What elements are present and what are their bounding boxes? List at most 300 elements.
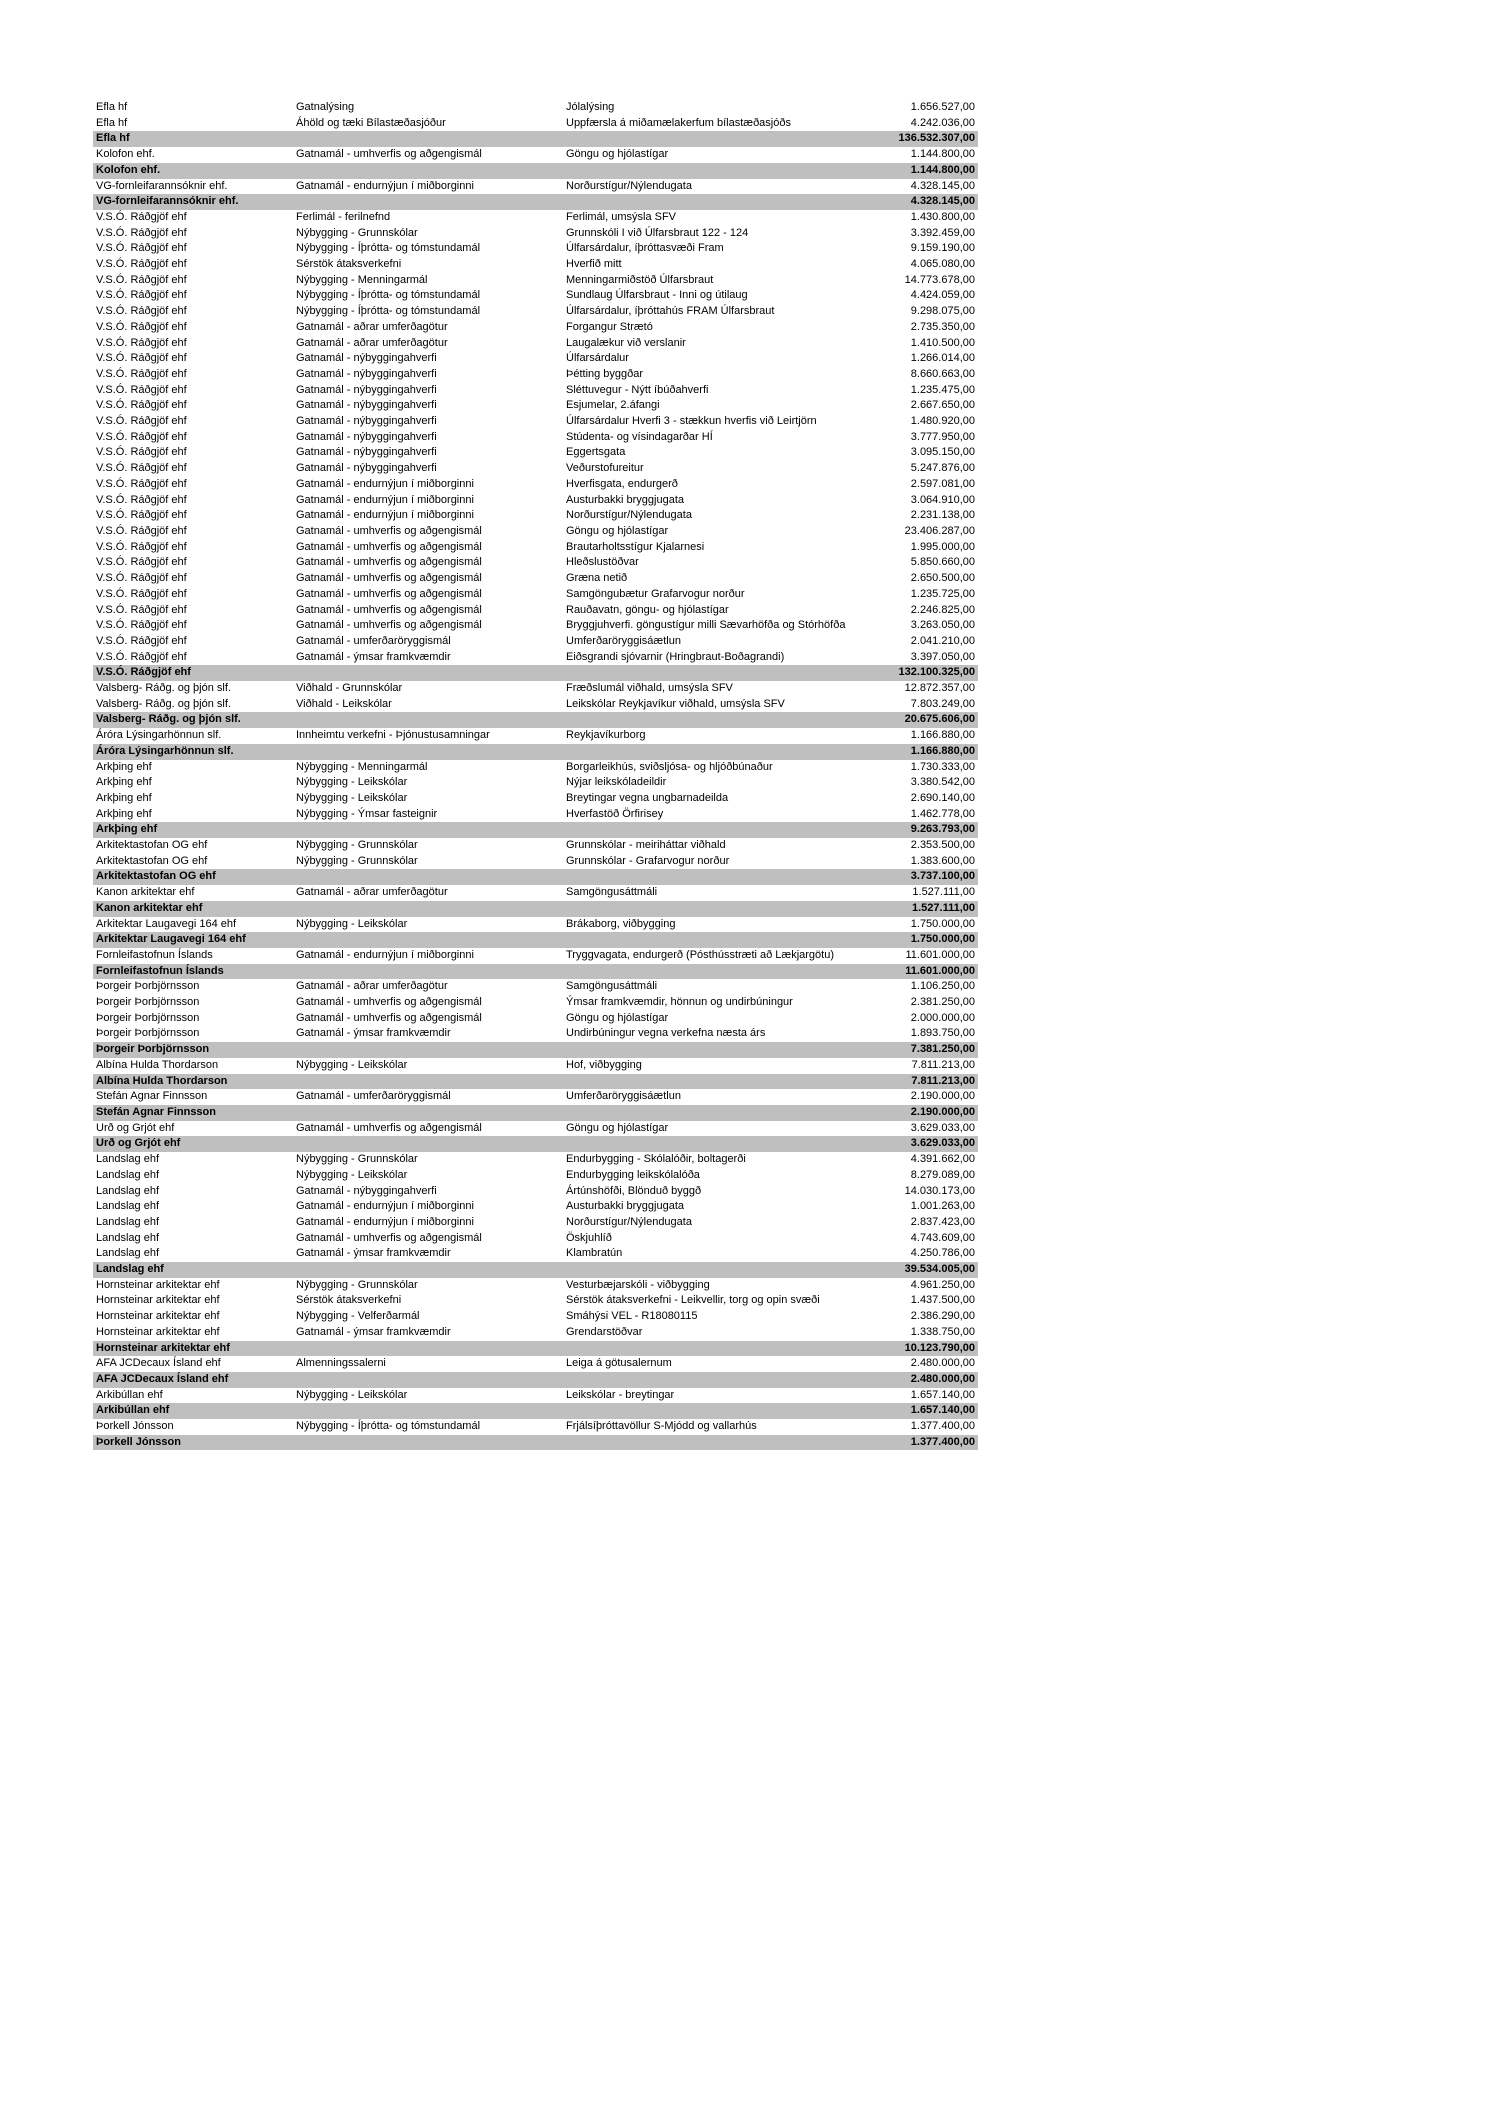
description-cell: Grunnskólar - meiriháttar viðhald bbox=[566, 839, 726, 852]
vendor-cell: V.S.Ó. Ráðgjöf ehf bbox=[96, 619, 187, 632]
table-row bbox=[93, 681, 978, 697]
table-row bbox=[93, 147, 978, 163]
amount-cell: 8.660.663,00 bbox=[910, 367, 975, 380]
table-row bbox=[93, 728, 978, 744]
description-cell: Norðurstígur/Nýlendugata bbox=[566, 509, 692, 522]
vendor-cell: V.S.Ó. Ráðgjöf ehf bbox=[96, 226, 187, 239]
amount-cell: 3.777.950,00 bbox=[910, 430, 975, 443]
description-cell: Græna netið bbox=[566, 572, 628, 585]
amount-cell: 2.353.500,00 bbox=[910, 839, 975, 852]
amount-cell: 4.328.145,00 bbox=[910, 195, 975, 208]
amount-cell: 1.657.140,00 bbox=[910, 1404, 975, 1417]
table-row bbox=[93, 1356, 978, 1372]
category-cell: Gatnamál - umhverfis og aðgengismál bbox=[296, 524, 482, 537]
table-row bbox=[93, 414, 978, 430]
category-cell: Nýbygging - Velferðarmál bbox=[296, 1310, 420, 1323]
category-cell: Gatnamál - nýbyggingahverfi bbox=[296, 1184, 437, 1197]
table-row bbox=[93, 1089, 978, 1105]
subtotal-row bbox=[93, 1105, 978, 1121]
category-cell: Nýbygging - Leikskólar bbox=[296, 791, 408, 804]
vendor-cell: V.S.Ó. Ráðgjöf ehf bbox=[96, 242, 187, 255]
description-cell: Hof, viðbygging bbox=[566, 1058, 642, 1071]
amount-cell: 2.246.825,00 bbox=[910, 603, 975, 616]
vendor-cell: V.S.Ó. Ráðgjöf ehf bbox=[96, 352, 187, 365]
amount-cell: 1.656.527,00 bbox=[910, 101, 975, 113]
description-cell: Reykjavíkurborg bbox=[566, 729, 646, 742]
category-cell: Gatnamál - endurnýjun í miðborginni bbox=[296, 509, 474, 522]
amount-cell: 1.750.000,00 bbox=[910, 917, 975, 930]
category-cell: Gatnamál - nýbyggingahverfi bbox=[296, 352, 437, 365]
category-cell: Gatnalýsing bbox=[296, 101, 355, 113]
amount-cell: 1.527.111,00 bbox=[911, 901, 975, 914]
amount-cell: 1.527.111,00 bbox=[912, 886, 975, 899]
table-row bbox=[93, 273, 978, 289]
amount-cell: 2.190.000,00 bbox=[910, 1090, 975, 1103]
vendor-payments-table bbox=[93, 100, 978, 1450]
subtotal-row bbox=[93, 1042, 978, 1058]
description-cell: Leikskólar Reykjavíkur viðhald, umsýsla SFV bbox=[566, 697, 785, 710]
category-cell: Gatnamál - umhverfis og aðgengismál bbox=[296, 1011, 482, 1024]
category-cell: Gatnamál - umferðaröryggismál bbox=[296, 634, 451, 647]
category-cell: Nýbygging - Leikskólar bbox=[296, 776, 408, 789]
table-row bbox=[93, 367, 978, 383]
description-cell: Göngu og hjólastígar bbox=[566, 1121, 669, 1134]
description-cell: Undirbúningur vegna verkefna næsta árs bbox=[566, 1027, 766, 1040]
subtotal-row bbox=[93, 163, 978, 179]
amount-cell: 1.480.920,00 bbox=[910, 415, 975, 428]
description-cell bbox=[563, 932, 893, 948]
category-cell bbox=[293, 1372, 563, 1388]
category-cell: Gatnamál - aðrar umferðagötur bbox=[296, 320, 448, 333]
subtotal-row bbox=[93, 822, 978, 838]
category-cell: Gatnamál - nýbyggingahverfi bbox=[296, 399, 437, 412]
category-cell bbox=[293, 964, 563, 980]
category-cell bbox=[293, 1105, 563, 1121]
amount-cell: 4.328.145,00 bbox=[910, 179, 975, 192]
subtotal-row bbox=[93, 744, 978, 760]
description-cell: Laugalækur við verslanir bbox=[566, 336, 686, 349]
table-row bbox=[93, 1388, 978, 1404]
description-cell: Endurbygging - Skólalóðir, boltagerði bbox=[566, 1153, 746, 1166]
category-cell: Gatnamál - ýmsar framkvæmdir bbox=[296, 1247, 451, 1260]
vendor-cell: V.S.Ó. Ráðgjöf ehf bbox=[96, 587, 187, 600]
vendor-cell: Landslag ehf bbox=[96, 1200, 159, 1213]
amount-cell: 2.837.423,00 bbox=[910, 1215, 975, 1228]
amount-cell: 132.100.325,00 bbox=[898, 666, 975, 679]
vendor-cell: Urð og Grjót ehf bbox=[96, 1121, 175, 1134]
table-row bbox=[93, 1168, 978, 1184]
vendor-cell: Arkþing ehf bbox=[96, 776, 152, 789]
vendor-cell: Valsberg- Ráðg. og þjón slf. bbox=[96, 682, 231, 695]
vendor-cell: Áróra Lýsingarhönnun slf. bbox=[96, 744, 234, 757]
vendor-cell: Þorgeir Þorbjörnsson bbox=[96, 1043, 210, 1056]
description-cell: Samgöngusáttmáli bbox=[566, 980, 658, 993]
category-cell: Innheimtu verkefni - Þjónustusamningar bbox=[296, 729, 490, 742]
amount-cell: 3.629.033,00 bbox=[910, 1137, 975, 1150]
vendor-cell: AFA JCDecaux Ísland ehf bbox=[96, 1357, 221, 1370]
description-cell: Grendarstöðvar bbox=[566, 1325, 643, 1338]
category-cell: Gatnamál - endurnýjun í miðborginni bbox=[296, 493, 474, 506]
amount-cell: 1.377.400,00 bbox=[910, 1420, 975, 1433]
subtotal-row bbox=[93, 964, 978, 980]
table-row bbox=[93, 1293, 978, 1309]
description-cell: Samgöngubætur Grafarvogur norður bbox=[566, 587, 745, 600]
description-cell bbox=[563, 822, 893, 838]
amount-cell: 3.397.050,00 bbox=[910, 650, 975, 663]
vendor-cell: V.S.Ó. Ráðgjöf ehf bbox=[96, 320, 187, 333]
description-cell: Stúdenta- og vísindagarðar HÍ bbox=[566, 430, 713, 443]
subtotal-row bbox=[93, 1372, 978, 1388]
category-cell: Gatnamál - aðrar umferðagötur bbox=[296, 336, 448, 349]
vendor-cell: V.S.Ó. Ráðgjöf ehf bbox=[96, 603, 187, 616]
amount-cell: 3.263.050,00 bbox=[910, 619, 975, 632]
amount-cell: 4.391.662,00 bbox=[910, 1153, 975, 1166]
category-cell: Nýbygging - Menningarmál bbox=[296, 273, 428, 286]
description-cell: Úlfarsárdalur, íþróttahús FRAM Úlfarsbraut bbox=[566, 305, 775, 318]
amount-cell: 2.735.350,00 bbox=[910, 320, 975, 333]
table-row bbox=[93, 540, 978, 556]
table-row bbox=[93, 179, 978, 195]
vendor-cell: Þorgeir Þorbjörnsson bbox=[96, 996, 200, 1009]
table-row bbox=[93, 336, 978, 352]
vendor-cell: Arkþing ehf bbox=[96, 760, 152, 773]
vendor-cell: Landslag ehf bbox=[96, 1247, 159, 1260]
category-cell: Nýbygging - Grunnskólar bbox=[296, 1278, 418, 1291]
amount-cell: 2.231.138,00 bbox=[910, 509, 975, 522]
table-row bbox=[93, 760, 978, 776]
category-cell: Nýbygging - Leikskólar bbox=[296, 1058, 408, 1071]
amount-cell: 2.667.650,00 bbox=[910, 399, 975, 412]
table-row bbox=[93, 791, 978, 807]
vendor-cell: Kolofon ehf. bbox=[96, 163, 161, 176]
vendor-cell: V.S.Ó. Ráðgjöf ehf bbox=[96, 383, 187, 396]
description-cell: Austurbakki bryggjugata bbox=[566, 1200, 685, 1213]
category-cell: Nýbygging - Leikskólar bbox=[296, 1168, 408, 1181]
vendor-cell: V.S.Ó. Ráðgjöf ehf bbox=[96, 273, 187, 286]
amount-cell: 1.995.000,00 bbox=[910, 540, 975, 553]
description-cell: Öskjuhlíð bbox=[566, 1231, 612, 1244]
amount-cell: 10.123.790,00 bbox=[904, 1341, 975, 1354]
description-cell bbox=[563, 1403, 893, 1419]
amount-cell: 1.657.140,00 bbox=[910, 1388, 975, 1401]
description-cell bbox=[563, 1105, 893, 1121]
category-cell: Gatnamál - endurnýjun í miðborginni bbox=[296, 1200, 474, 1213]
category-cell: Nýbygging - Íþrótta- og tómstundamál bbox=[296, 1420, 481, 1433]
table-row bbox=[93, 838, 978, 854]
table-row bbox=[93, 1246, 978, 1262]
table-row bbox=[93, 304, 978, 320]
description-cell: Göngu og hjólastígar bbox=[566, 148, 669, 161]
table-row bbox=[93, 603, 978, 619]
amount-cell: 3.737.100,00 bbox=[910, 870, 975, 883]
amount-cell: 12.872.357,00 bbox=[904, 682, 975, 695]
category-cell: Viðhald - Grunnskólar bbox=[296, 682, 403, 695]
description-cell: Grunnskóli I við Úlfarsbraut 122 - 124 bbox=[566, 226, 749, 239]
vendor-cell: V.S.Ó. Ráðgjöf ehf bbox=[96, 367, 187, 380]
description-cell: Breytingar vegna ungbarnadeilda bbox=[566, 791, 729, 804]
amount-cell: 1.430.800,00 bbox=[910, 210, 975, 223]
table-row bbox=[93, 634, 978, 650]
table-row bbox=[93, 885, 978, 901]
vendor-cell: Arkþing ehf bbox=[96, 807, 152, 820]
category-cell: Viðhald - Leikskólar bbox=[296, 697, 392, 710]
category-cell bbox=[293, 1074, 563, 1090]
description-cell bbox=[563, 1074, 893, 1090]
table-row bbox=[93, 917, 978, 933]
description-cell: Endurbygging leikskólalóða bbox=[566, 1168, 700, 1181]
category-cell: Gatnamál - nýbyggingahverfi bbox=[296, 367, 437, 380]
description-cell: Umferðaröryggisáætlun bbox=[566, 634, 681, 647]
table-row bbox=[93, 493, 978, 509]
description-cell: Frjálsíþróttavöllur S-Mjódd og vallarhús bbox=[566, 1420, 757, 1433]
vendor-cell: V.S.Ó. Ráðgjöf ehf bbox=[96, 493, 187, 506]
vendor-cell: Arkitektastofan OG ehf bbox=[96, 854, 208, 867]
amount-cell: 136.532.307,00 bbox=[898, 132, 975, 145]
amount-cell: 7.811.213,00 bbox=[911, 1074, 975, 1087]
table-row bbox=[93, 1215, 978, 1231]
description-cell: Rauðavatn, göngu- og hjólastígar bbox=[566, 603, 729, 616]
description-cell: Úlfarsárdalur bbox=[566, 352, 629, 365]
table-row bbox=[93, 1419, 978, 1435]
vendor-cell: VG-fornleifarannsóknir ehf. bbox=[96, 195, 239, 208]
amount-cell: 9.159.190,00 bbox=[910, 242, 975, 255]
vendor-cell: Kanon arkitektar ehf bbox=[96, 886, 195, 899]
description-cell bbox=[563, 1042, 893, 1058]
amount-cell: 23.406.287,00 bbox=[904, 524, 975, 537]
description-cell: Austurbakki bryggjugata bbox=[566, 493, 685, 506]
amount-cell: 1.166.880,00 bbox=[910, 744, 975, 757]
vendor-cell: Þorgeir Þorbjörnsson bbox=[96, 1011, 200, 1024]
vendor-cell: Arkitektastofan OG ehf bbox=[96, 870, 216, 883]
amount-cell: 2.650.500,00 bbox=[910, 572, 975, 585]
category-cell: Nýbygging - Ýmsar fasteignir bbox=[296, 807, 438, 820]
vendor-cell: V.S.Ó. Ráðgjöf ehf bbox=[96, 462, 187, 475]
description-cell: Vesturbæjarskóli - viðbygging bbox=[566, 1278, 710, 1291]
subtotal-row bbox=[93, 665, 978, 681]
table-row bbox=[93, 100, 978, 116]
table-row bbox=[93, 288, 978, 304]
category-cell: Nýbygging - Leikskólar bbox=[296, 917, 408, 930]
table-row bbox=[93, 775, 978, 791]
table-row bbox=[93, 587, 978, 603]
vendor-cell: AFA JCDecaux Ísland ehf bbox=[96, 1372, 229, 1385]
category-cell: Gatnamál - nýbyggingahverfi bbox=[296, 430, 437, 443]
description-cell bbox=[563, 163, 893, 179]
description-cell: Norðurstígur/Nýlendugata bbox=[566, 179, 692, 192]
category-cell: Nýbygging - Grunnskólar bbox=[296, 1153, 418, 1166]
category-cell bbox=[293, 869, 563, 885]
amount-cell: 1.338.750,00 bbox=[910, 1325, 975, 1338]
description-cell: Göngu og hjólastígar bbox=[566, 1011, 669, 1024]
amount-cell: 2.480.000,00 bbox=[910, 1357, 975, 1370]
table-row bbox=[93, 571, 978, 587]
amount-cell: 1.235.475,00 bbox=[910, 383, 975, 396]
vendor-cell: Arkitektar Laugavegi 164 ehf bbox=[96, 933, 246, 946]
description-cell: Menningarmiðstöð Úlfarsbraut bbox=[566, 273, 714, 286]
category-cell bbox=[293, 932, 563, 948]
table-row bbox=[93, 1278, 978, 1294]
category-cell bbox=[293, 194, 563, 210]
description-cell: Norðurstígur/Nýlendugata bbox=[566, 1215, 692, 1228]
vendor-cell: V.S.Ó. Ráðgjöf ehf bbox=[96, 477, 187, 490]
amount-cell: 3.380.542,00 bbox=[910, 776, 975, 789]
amount-cell: 2.386.290,00 bbox=[910, 1310, 975, 1323]
description-cell: Sléttuvegur - Nýtt íbúðahverfi bbox=[566, 383, 709, 396]
description-cell bbox=[563, 665, 893, 681]
amount-cell: 2.000.000,00 bbox=[910, 1011, 975, 1024]
category-cell: Nýbygging - Leikskólar bbox=[296, 1388, 408, 1401]
category-cell: Gatnamál - umhverfis og aðgengismál bbox=[296, 619, 482, 632]
description-cell: Samgöngusáttmáli bbox=[566, 886, 658, 899]
category-cell: Gatnamál - endurnýjun í miðborginni bbox=[296, 1215, 474, 1228]
amount-cell: 9.263.793,00 bbox=[910, 823, 975, 836]
vendor-cell: Albína Hulda Thordarson bbox=[96, 1074, 228, 1087]
category-cell: Áhöld og tæki Bílastæðasjóður bbox=[296, 116, 446, 129]
vendor-cell: Landslag ehf bbox=[96, 1153, 159, 1166]
vendor-cell: V.S.Ó. Ráðgjöf ehf bbox=[96, 509, 187, 522]
amount-cell: 1.730.333,00 bbox=[910, 760, 975, 773]
table-row bbox=[93, 320, 978, 336]
category-cell bbox=[293, 744, 563, 760]
amount-cell: 1.437.500,00 bbox=[910, 1294, 975, 1307]
category-cell: Gatnamál - ýmsar framkvæmdir bbox=[296, 650, 451, 663]
table-row bbox=[93, 1152, 978, 1168]
table-row bbox=[93, 1199, 978, 1215]
vendor-cell: Fornleifastofnun Íslands bbox=[96, 964, 224, 977]
category-cell: Gatnamál - umhverfis og aðgengismál bbox=[296, 556, 482, 569]
table-row bbox=[93, 383, 978, 399]
amount-cell: 11.601.000,00 bbox=[905, 964, 975, 977]
category-cell bbox=[293, 1403, 563, 1419]
subtotal-row bbox=[93, 901, 978, 917]
amount-cell: 1.266.014,00 bbox=[910, 352, 975, 365]
description-cell: Bryggjuhverfi. göngustígur milli Sævarhöfða og Stórhöfða bbox=[566, 619, 846, 632]
amount-cell: 4.242.036,00 bbox=[910, 116, 975, 129]
table-row bbox=[93, 1121, 978, 1137]
amount-cell: 7.811.213,00 bbox=[911, 1058, 975, 1071]
table-row bbox=[93, 948, 978, 964]
subtotal-row bbox=[93, 1341, 978, 1357]
category-cell: Gatnamál - umhverfis og aðgengismál bbox=[296, 540, 482, 553]
description-cell: Ártúnshöfði, Blönduð byggð bbox=[566, 1184, 702, 1197]
description-cell bbox=[563, 1372, 893, 1388]
amount-cell: 3.629.033,00 bbox=[910, 1121, 975, 1134]
description-cell: Brákaborg, viðbygging bbox=[566, 917, 676, 930]
description-cell: Ýmsar framkvæmdir, hönnun og undirbúningur bbox=[566, 996, 793, 1009]
description-cell: Sundlaug Úlfarsbraut - Inni og útilaug bbox=[566, 289, 748, 302]
description-cell bbox=[563, 712, 893, 728]
category-cell: Gatnamál - endurnýjun í miðborginni bbox=[296, 948, 474, 961]
amount-cell: 14.773.678,00 bbox=[904, 273, 975, 286]
table-row bbox=[93, 555, 978, 571]
amount-cell: 7.803.249,00 bbox=[910, 697, 975, 710]
table-row bbox=[93, 979, 978, 995]
description-cell: Hverfið mitt bbox=[566, 258, 622, 271]
table-row bbox=[93, 398, 978, 414]
table-row bbox=[93, 430, 978, 446]
category-cell: Gatnamál - umhverfis og aðgengismál bbox=[296, 148, 482, 161]
vendor-cell: Arkitektastofan OG ehf bbox=[96, 839, 208, 852]
table-row bbox=[93, 1309, 978, 1325]
category-cell: Gatnamál - endurnýjun í miðborginni bbox=[296, 477, 474, 490]
description-cell: Göngu og hjólastígar bbox=[566, 524, 669, 537]
description-cell: Leikskólar - breytingar bbox=[566, 1388, 675, 1401]
amount-cell: 4.961.250,00 bbox=[910, 1278, 975, 1291]
amount-cell: 1.235.725,00 bbox=[910, 587, 975, 600]
description-cell: Hverfastöð Örfirisey bbox=[566, 807, 664, 820]
description-cell bbox=[563, 1341, 893, 1357]
category-cell: Gatnamál - endurnýjun í miðborginni bbox=[296, 179, 474, 192]
table-row bbox=[93, 210, 978, 226]
table-row bbox=[93, 1011, 978, 1027]
category-cell: Nýbygging - Íþrótta- og tómstundamál bbox=[296, 305, 481, 318]
table-row bbox=[93, 1058, 978, 1074]
category-cell bbox=[293, 1262, 563, 1278]
subtotal-row bbox=[93, 131, 978, 147]
subtotal-row bbox=[93, 1403, 978, 1419]
amount-cell: 20.675.606,00 bbox=[904, 713, 975, 726]
subtotal-row bbox=[93, 1262, 978, 1278]
description-cell: Klambratún bbox=[566, 1247, 623, 1260]
description-cell bbox=[563, 1435, 893, 1451]
category-cell: Gatnamál - nýbyggingahverfi bbox=[296, 462, 437, 475]
vendor-cell: V.S.Ó. Ráðgjöf ehf bbox=[96, 430, 187, 443]
amount-cell: 1.144.800,00 bbox=[910, 163, 975, 176]
description-cell: Grunnskólar - Grafarvogur norður bbox=[566, 854, 730, 867]
vendor-cell: V.S.Ó. Ráðgjöf ehf bbox=[96, 572, 187, 585]
category-cell: Gatnamál - nýbyggingahverfi bbox=[296, 383, 437, 396]
description-cell: Úlfarsárdalur, íþróttasvæði Fram bbox=[566, 242, 724, 255]
vendor-cell: Hornsteinar arkitektar ehf bbox=[96, 1310, 220, 1323]
amount-cell: 39.534.005,00 bbox=[904, 1263, 975, 1276]
description-cell bbox=[563, 869, 893, 885]
vendor-cell: V.S.Ó. Ráðgjöf ehf bbox=[96, 666, 191, 679]
amount-cell: 2.190.000,00 bbox=[910, 1106, 975, 1118]
description-cell bbox=[563, 194, 893, 210]
vendor-cell: Landslag ehf bbox=[96, 1263, 164, 1276]
description-cell bbox=[563, 1262, 893, 1278]
description-cell bbox=[563, 744, 893, 760]
category-cell: Gatnamál - nýbyggingahverfi bbox=[296, 415, 437, 428]
amount-cell: 1.750.000,00 bbox=[910, 933, 975, 946]
table-row bbox=[93, 618, 978, 634]
table-row bbox=[93, 461, 978, 477]
category-cell: Gatnamál - umhverfis og aðgengismál bbox=[296, 587, 482, 600]
vendor-cell: Fornleifastofnun Íslands bbox=[96, 948, 213, 961]
amount-cell: 4.743.609,00 bbox=[910, 1231, 975, 1244]
amount-cell: 3.064.910,00 bbox=[910, 493, 975, 506]
description-cell: Esjumelar, 2.áfangi bbox=[566, 399, 660, 412]
description-cell: Jólalýsing bbox=[566, 101, 615, 113]
vendor-cell: Efla hf bbox=[96, 101, 128, 113]
vendor-cell: Þorkell Jónsson bbox=[96, 1435, 181, 1448]
description-cell: Sérstök átaksverkefni - Leikvellir, torg og opin svæði bbox=[566, 1294, 820, 1307]
vendor-cell: V.S.Ó. Ráðgjöf ehf bbox=[96, 540, 187, 553]
amount-cell: 1.410.500,00 bbox=[910, 336, 975, 349]
amount-cell: 1.166.880,00 bbox=[910, 729, 975, 742]
vendor-cell: V.S.Ó. Ráðgjöf ehf bbox=[96, 258, 187, 271]
vendor-cell: V.S.Ó. Ráðgjöf ehf bbox=[96, 556, 187, 569]
vendor-cell: Hornsteinar arkitektar ehf bbox=[96, 1325, 220, 1338]
table-row bbox=[93, 995, 978, 1011]
vendor-cell: Landslag ehf bbox=[96, 1215, 159, 1228]
table-row bbox=[93, 351, 978, 367]
description-cell: Leiga á götusalernum bbox=[566, 1357, 672, 1370]
category-cell bbox=[293, 1435, 563, 1451]
description-cell: Umferðaröryggisáætlun bbox=[566, 1090, 681, 1103]
vendor-cell: VG-fornleifarannsóknir ehf. bbox=[96, 179, 228, 192]
amount-cell: 11.601.000,00 bbox=[905, 948, 975, 961]
